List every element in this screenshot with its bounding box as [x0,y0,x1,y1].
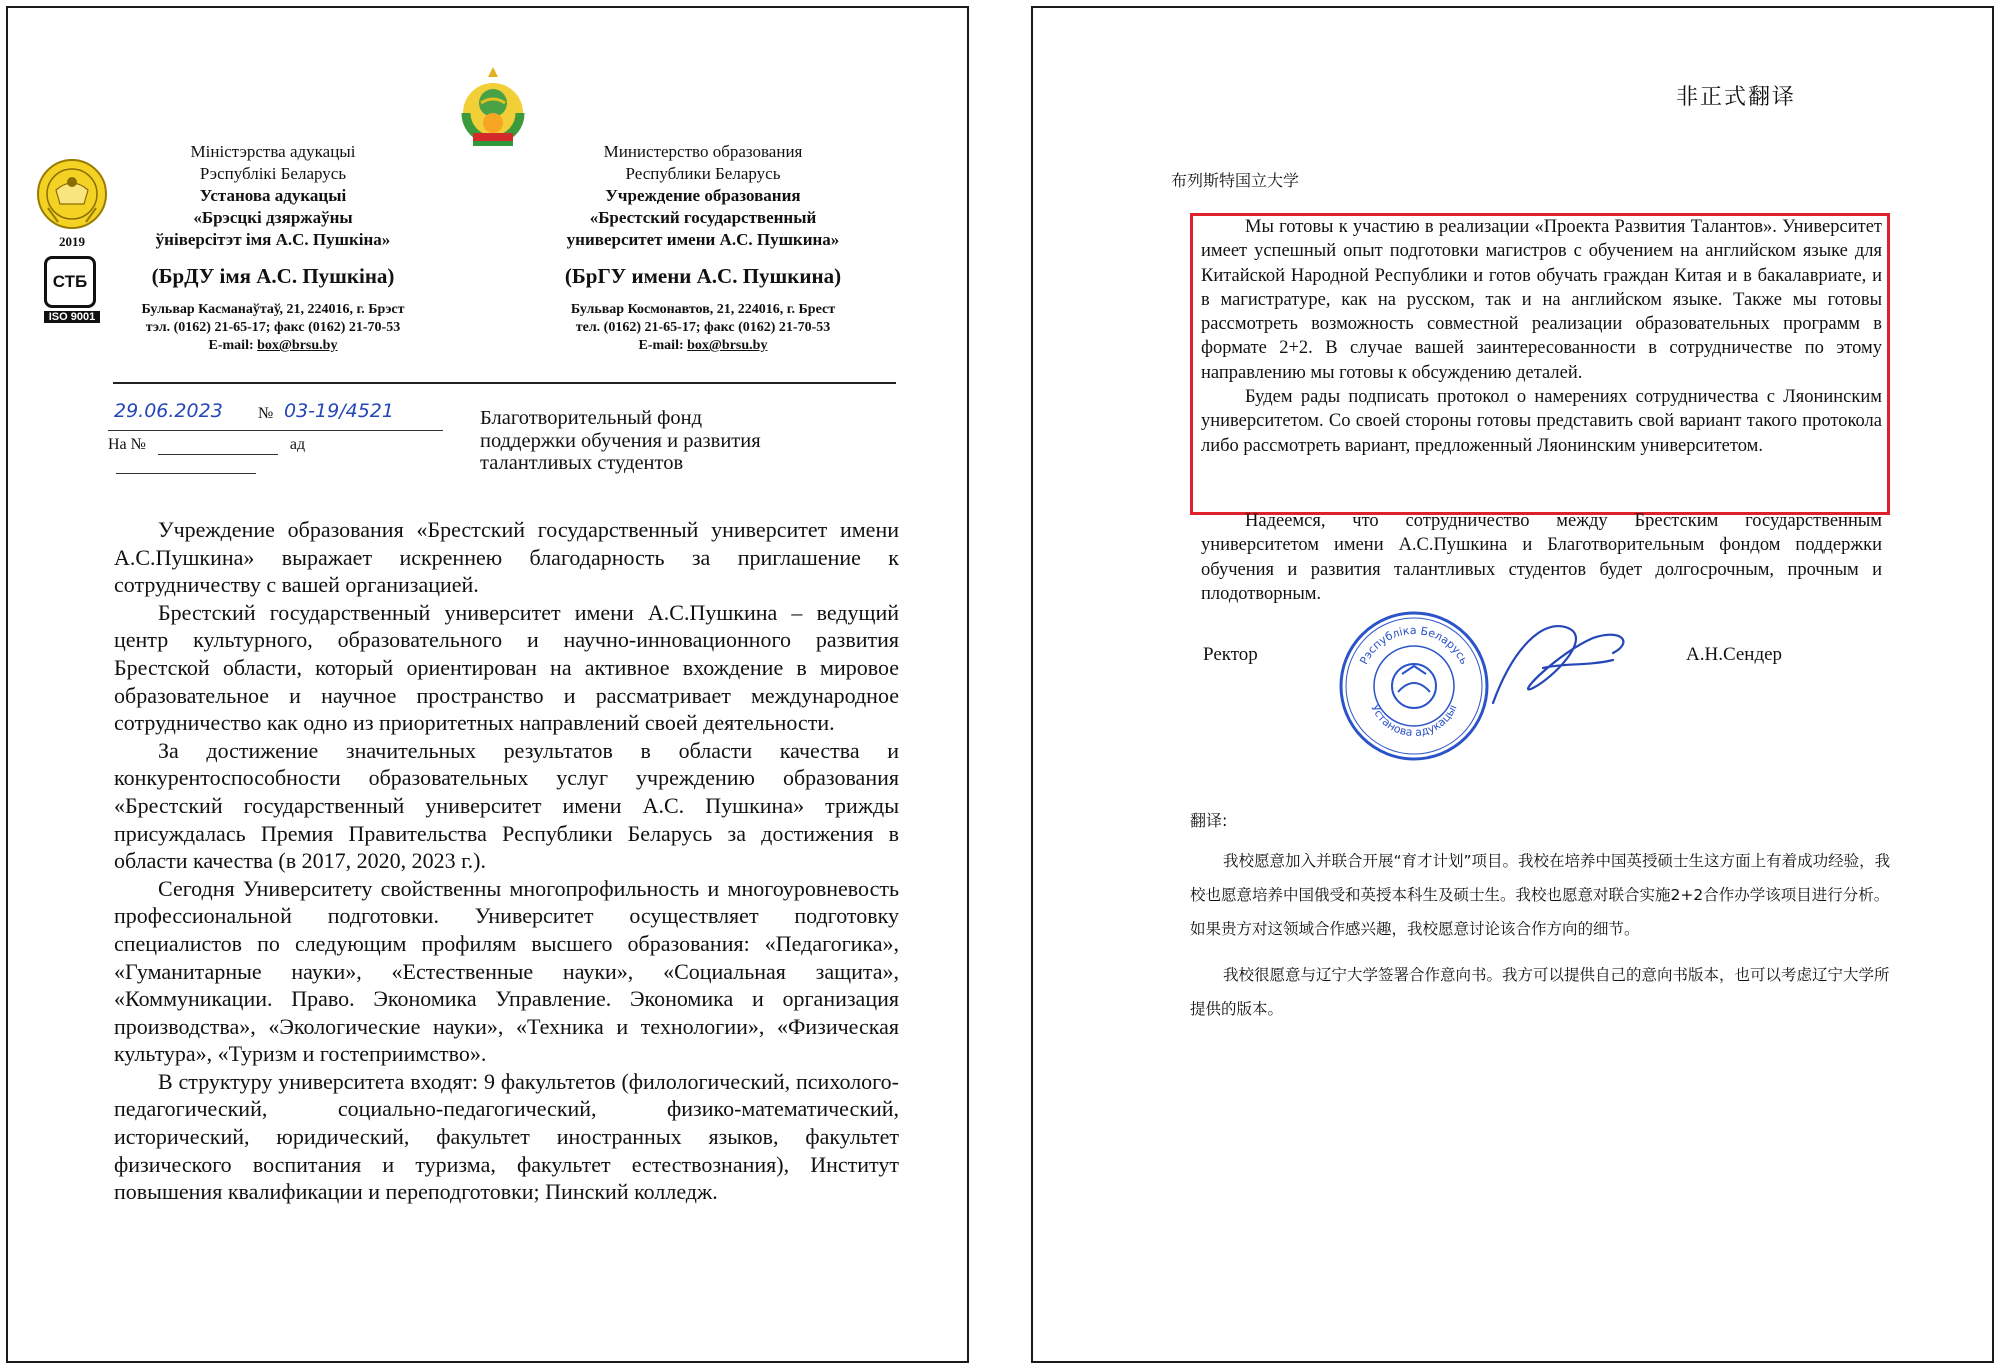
institution-by-line1: Установа адукацыі [199,186,347,205]
phone-by: тэл. (0162) 21-65-17; факс (0162) 21-70-53 [145,320,401,335]
highlighted-text [1201,215,1882,458]
reply-reference [108,436,443,474]
seal-text-top: Рэспубліка Беларусь [1357,623,1471,667]
body-paragraph: Брестский государственный университет имени А.С.Пушкина – ведущий центр культурного, образовательного и научно-инновационного развития Брестской области, который ориентирован на активное вхождение в мировое образовательное и научное пространство и рассматривает международное сотрудничество как одно из приоритетных направлений своей деятельности. [114,599,899,736]
email-link-ru[interactable]: box@brsu.by [687,338,768,353]
reference-line [108,400,443,431]
closing-text [1201,509,1882,606]
ministry-by-line2: Рэспублікі Беларусь [199,164,347,183]
official-seal-icon [1338,610,1490,762]
abbr-ru: (БрГУ имени А.С. Пушкина) [564,264,842,288]
closing-paragraph: Надеемся, что сотрудничество между Брестским государственным университетом имени А.С.Пушкина и Благотворительным фондом поддержки обучения и развития талантливых студентов будет долгосрочным, прочным и плодотворным. [1201,511,1882,604]
addressee [480,407,761,475]
highlighted-paragraph: Будем рады подписать протокол о намерениях сотрудничества с Ляонинским университетом. Со своей стороны готовы представить свой вариант такого протокола либо рассмотреть вариант, предложенный Ляонинским университетом. [1201,387,1882,456]
address-ru: Бульвар Космонавтов, 21, 224016, г. Брест [570,302,836,317]
coat-of-arms-icon [448,63,538,153]
award-year: 2019 [59,234,85,249]
reply-from-label: ад [289,436,306,453]
translation-paragraph: 我校愿意加入并联合开展“育才计划”项目。我校在培养中国英授硕士生这方面上有着成功经验，我校也愿意培养中国俄受和英授本科生及硕士生。我校也愿意对联合实施2+2合作办学该项目进行分析。如果贵方对这领域合作感兴趣，我校愿意讨论该合作方向的细节。 [1190,852,1891,938]
institution-ru-line3: университет имени А.С. Пушкина» [566,230,840,249]
unofficial-translation-label: 非正式翻译 [1676,85,1797,110]
ministry-ru-line1: Министерство образования [603,142,803,161]
signatory-name: А.Н.Сендер [1686,644,1783,665]
header-divider [113,382,896,384]
signature-icon [1473,608,1653,718]
right-page [1031,6,1994,1363]
institution-by-line3: ўніверсітэт імя А.С. Пушкіна» [155,230,391,249]
translation-paragraph: 我校很愿意与辽宁大学签署合作意向书。我方可以提供自己的意向书版本，也可以考虑辽宁大学所提供的版本。 [1190,966,1890,1018]
addressee-line: Благотворительный фонд [480,407,703,429]
body-paragraph: За достижение значительных результатов в области качества и конкурентоспособности образовательных услуг учреждению образования «Брестский государственный университет имени А.С. Пушкина» трижды присуждалась Премия Правительства Республики Беларусь за достижения в области качества (в 2017, 2020, 2023 г.). [114,737,899,874]
signatory-title: Ректор [1203,644,1258,665]
email-link-by[interactable]: box@brsu.by [257,338,338,353]
ministry-ru-line2: Республики Беларусь [625,164,781,183]
translation-addressee: 布列斯特国立大学 [1171,171,1300,190]
body-paragraph: В структуру университета входят: 9 факультетов (филологический, психолого-педагогический, социально-педагогический, физико-математический, исторический, юридический, факультет иностранных языков, факультет физического воспитания и туризма, факультет естествознания), Институт повышения квалификации и переподготовки; Пинский колледж. [114,1068,899,1205]
header-by [123,141,423,355]
address-by: Бульвар Касманаўтаў, 21, 224016, г. Брэст [141,302,405,317]
translation-text [1190,844,1895,1026]
institution-ru-line1: Учреждение образования [605,186,801,205]
email-label-by: E-mail: [208,338,258,353]
institution-ru-line2: «Брестский государственный [589,208,817,227]
reference-date: 29.06.2023 [114,400,223,422]
reply-number-label: На № [108,436,146,453]
body-paragraph: Учреждение образования «Брестский государственный университет имени А.С.Пушкина» выражает искреннею благодарность за приглашение к сотрудничеству с вашей организацией. [114,517,899,598]
highlighted-paragraph: Мы готовы к участию в реализации «Проекта Развития Талантов». Университет имеет успешный опыт подготовки магистров с обучением на английском языке для Китайской Народной Республики и готов обучать граждан Китая и в бакалавриате, и в магистратуре, как на русском, так и на английском языке. Также мы готовы рассмотреть возможность совместной реализации образовательных программ в формате 2+2. В случае вашей заинтересованности в сотрудничестве по этому направлению мы готовы к обсуждению деталей. [1201,217,1882,383]
letter-body [114,516,899,1206]
stb-logo-icon: СТБ [44,256,96,308]
quality-award-icon [34,156,110,232]
addressee-line: талантливых студентов [480,452,684,474]
body-paragraph: Сегодня Университету свойственны многопрофильность и многоуровневость профессиональной подготовки. Университет осуществляет подготовку специалистов по следующим профилям высшего образования: «Педагогика», «Гуманитарные науки», «Естественные науки», «Социальная защита», «Коммуникации. Право. Экономика Управление. Экономика и организация производства», «Экологические науки», «Техника и технологии», «Физическая культура», «Туризм и гостеприимство». [114,875,899,1067]
translation-label: 翻译: [1190,811,1228,830]
iso-certification-logo [44,256,100,336]
reference-number: 03-19/4521 [284,400,394,422]
reference-number-sign: № [258,405,274,422]
seal-text-bottom: Установа адукацыі [1368,702,1460,740]
abbr-by: (БрДУ імя А.С. Пушкіна) [151,264,395,288]
email-label-ru: E-mail: [638,338,688,353]
phone-ru: тел. (0162) 21-65-17; факс (0162) 21-70-53 [575,320,831,335]
left-page [6,6,969,1363]
institution-by-line2: «Брэсцкі дзяржаўны [193,208,353,227]
ministry-by-line1: Міністэрства адукацыі [190,142,356,161]
iso-label: ISO 9001 [44,311,100,323]
header-ru [548,141,858,355]
addressee-line: поддержки обучения и развития [480,429,761,452]
